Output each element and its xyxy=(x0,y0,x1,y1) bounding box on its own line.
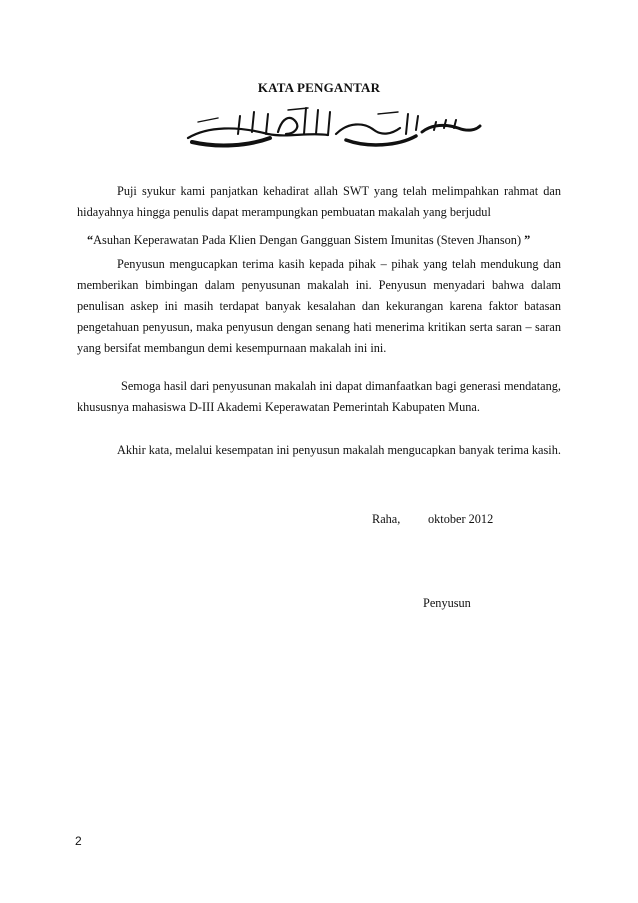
place-label: Raha, xyxy=(372,512,401,526)
makalah-title-text: Asuhan Keperawatan Pada Klien Dengan Gangguan Sistem Imunitas (Steven Jhanson) xyxy=(93,233,525,247)
date-label: oktober 2012 xyxy=(428,512,494,526)
page-number: 2 xyxy=(75,834,82,848)
hope-paragraph: Semoga hasil dari penyusunan makalah ini dapat dimanfaatkan bagi generasi mendatang, khususnya mahasiswa D-III Akademi Keperawatan Pemerintah Kabupaten Muna. xyxy=(77,379,561,414)
makalah-title-quote xyxy=(87,230,567,251)
signer-label: Penyusun xyxy=(423,596,471,610)
thanks-paragraph: Penyusun mengucapkan terima kasih kepada pihak – pihak yang telah mendukung dan memberikan bimbingan dalam penyusunan makalah ini. Penyusun menyadari bahwa dalam penulisan askep ini masih terdapat banyak kesalahan dan kekurangan karena faktor batasan pengetahuan penyusun, maka penyusun dengan senang hati menerima kritikan serta saran – saran yang bersifat membangun demi kesempurnaan makalah ini ini. xyxy=(77,257,561,355)
page-title: KATA PENGANTAR xyxy=(257,80,381,95)
closing-paragraph: Akhir kata, melalui kesempatan ini penyusun makalah mengucapkan banyak terima kasih. xyxy=(117,443,561,457)
basmala-calligraphy-icon xyxy=(178,104,484,160)
intro-paragraph: Puji syukur kami panjatkan kehadirat allah SWT yang telah melimpahkan rahmat dan hidayahnya hingga penulis dapat merampungkan pembuatan makalah yang berjudul xyxy=(77,184,561,219)
close-quote: ” xyxy=(524,233,531,247)
open-quote: “ xyxy=(87,233,94,247)
